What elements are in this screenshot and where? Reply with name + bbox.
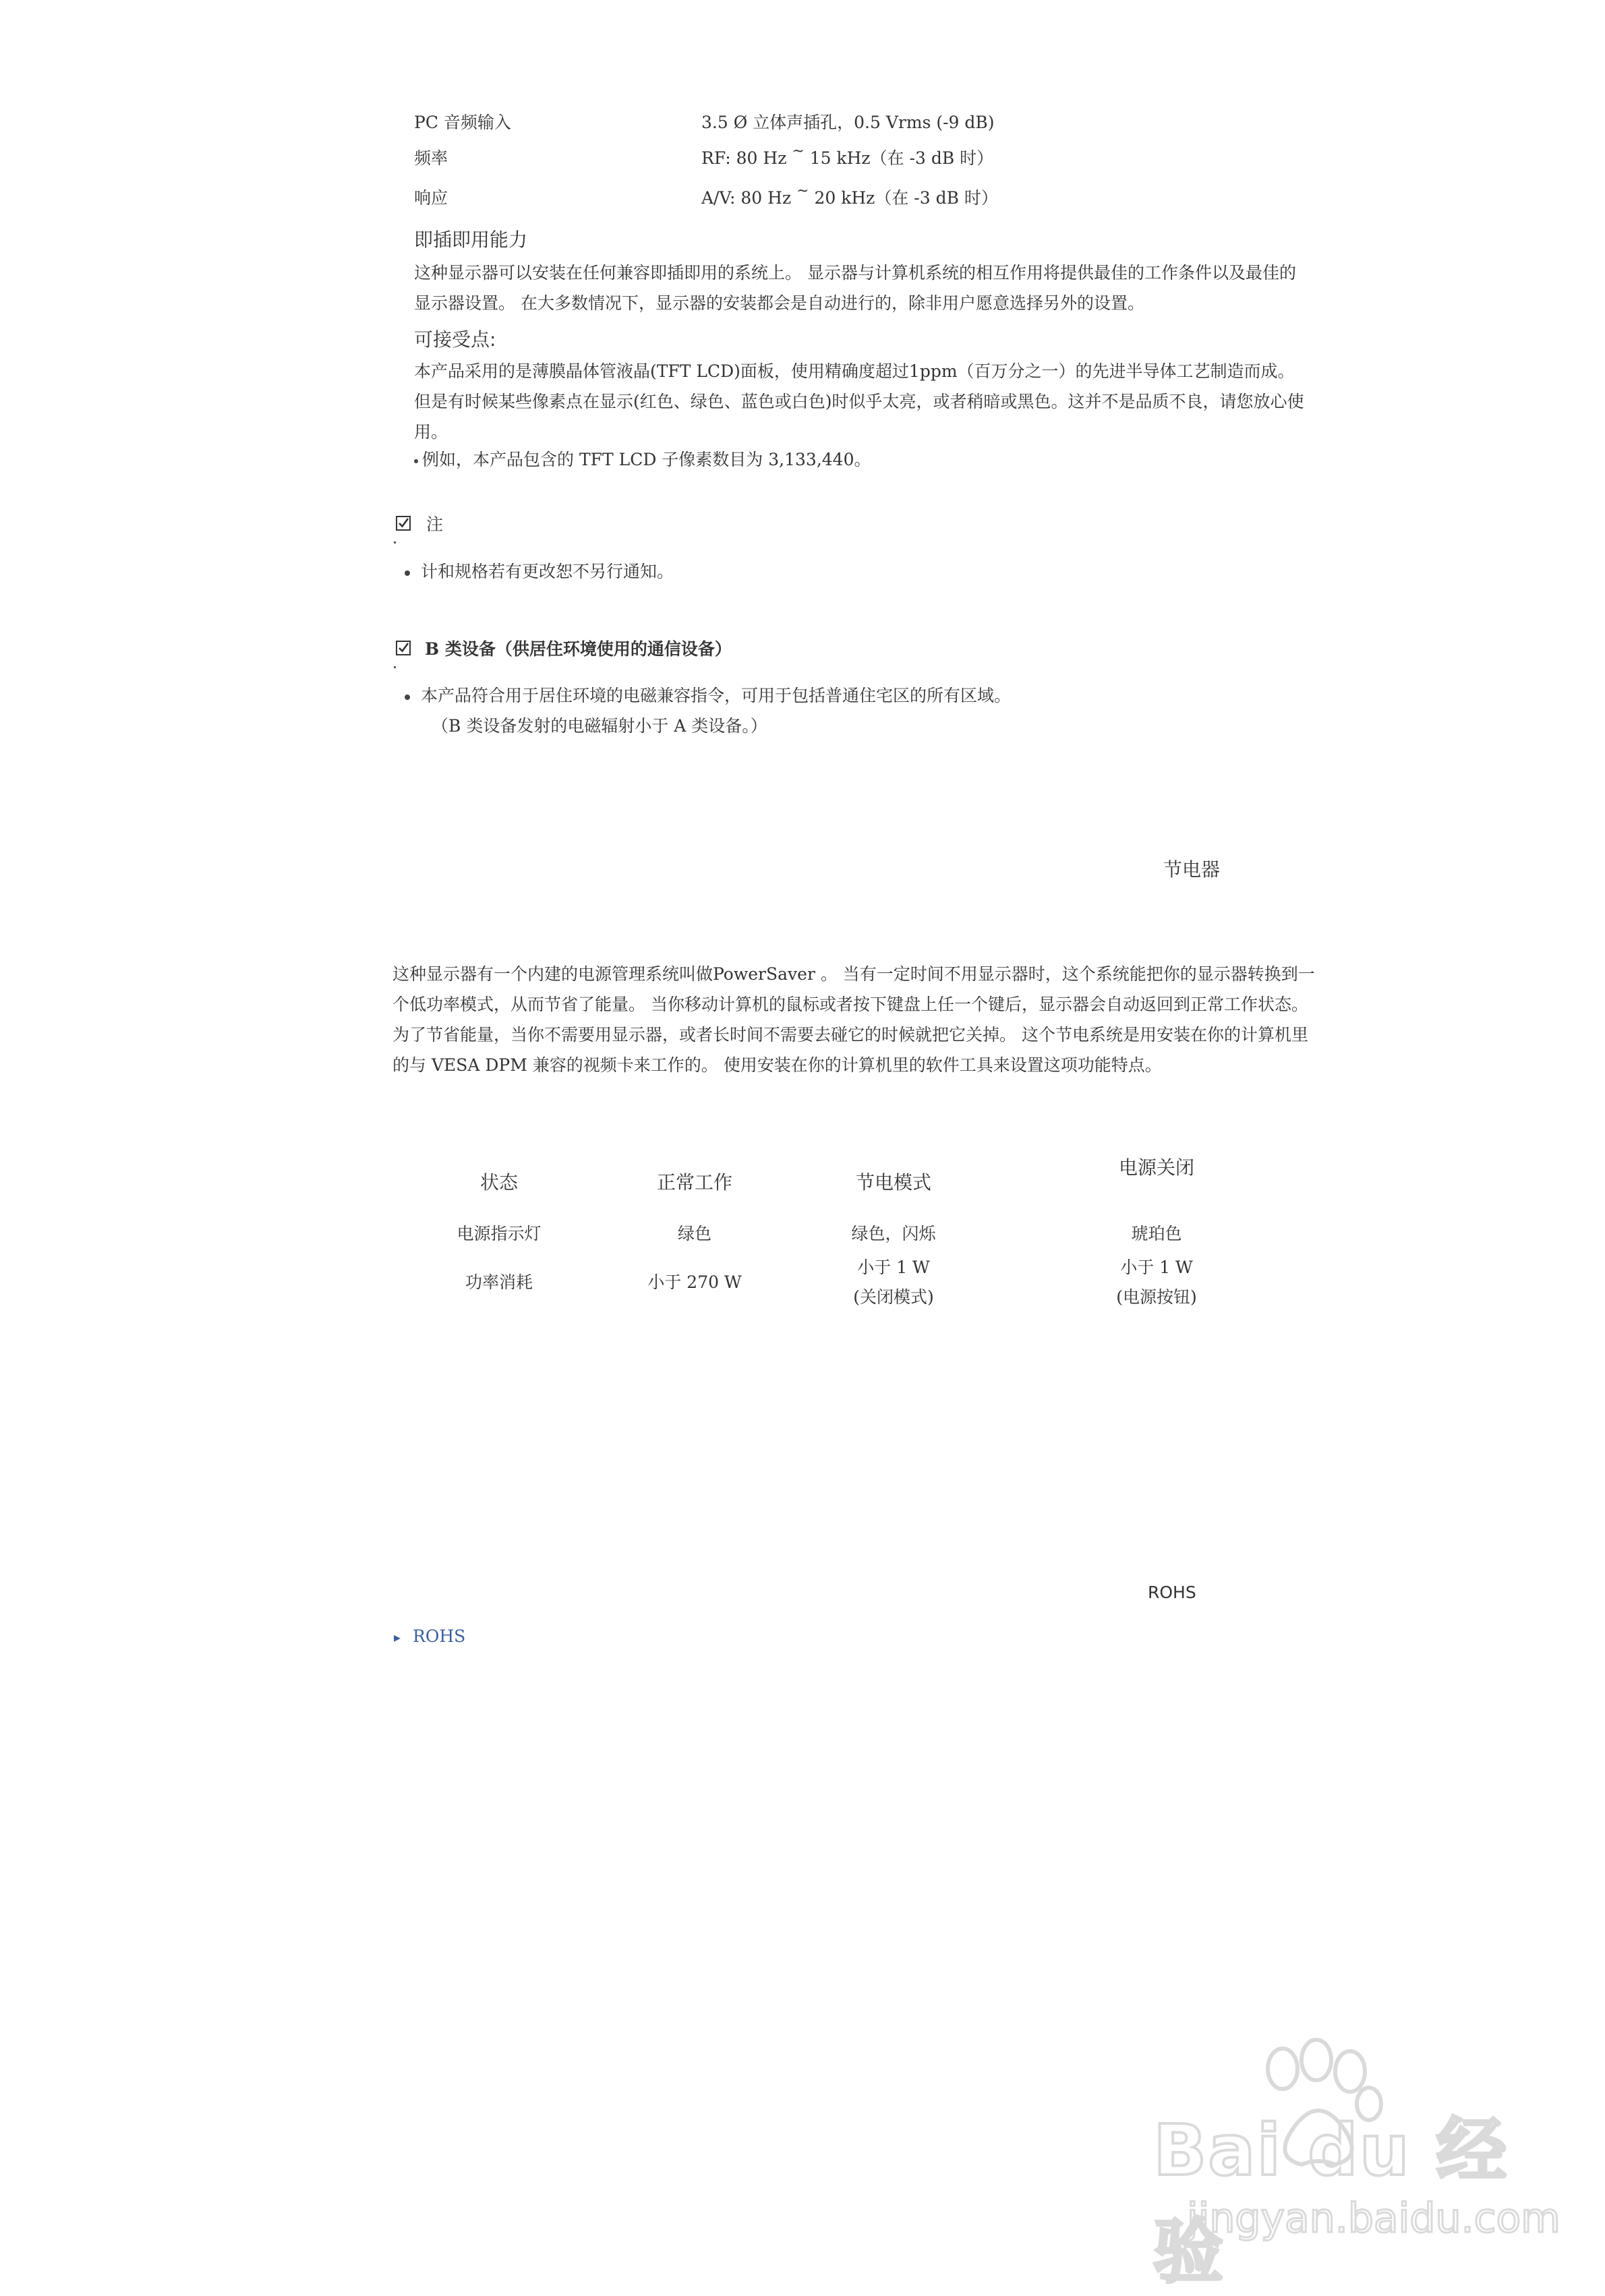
note-item: 计和规格若有更改恕不另行通知。 bbox=[405, 557, 674, 587]
class-b-note: （B 类设备发射的电磁辐射小于 A 类设备。） bbox=[432, 716, 767, 736]
class-b-heading: B 类设备（供居住环境使用的通信设备） bbox=[425, 639, 732, 659]
power-saver-title: 节电器 bbox=[1163, 858, 1221, 881]
plug-play-heading: 即插即用能力 bbox=[414, 229, 528, 251]
dot-icon bbox=[394, 541, 396, 543]
table-header: 状态 bbox=[479, 1171, 518, 1194]
bullet-icon bbox=[405, 695, 410, 700]
class-b-item: 本产品符合用于居住环境的电磁兼容指令，可用于包括普通住宅区的所有区域。 bbox=[405, 681, 1011, 711]
table-cell: 绿色，闪烁 bbox=[851, 1224, 936, 1243]
acceptable-text: 本产品采用的是薄膜晶体管液晶(TFT LCD)面板，使用精确度超过1ppm（百万分之一）的先进半导体工艺制造而成。但是有时候某些像素点在显示(红色、绿色、蓝色或白色)时似乎太亮，或者稍暗或黑色。这并不是品质不良，请您放心使用。 bbox=[414, 361, 1304, 442]
rohs-link[interactable]: ▸ ROHS bbox=[394, 1626, 466, 1646]
watermark-logo: Bai du 经验 bbox=[1153, 2109, 1508, 2293]
rohs-title: ROHS bbox=[1148, 1583, 1196, 1602]
spec-label: 响应 bbox=[414, 188, 448, 208]
table-header: 电源关闭 bbox=[1118, 1156, 1194, 1179]
table-header: 正常工作 bbox=[656, 1171, 732, 1194]
acceptable-example: 例如，本产品包含的 TFT LCD 子像素数目为 3,133,440。 bbox=[414, 445, 871, 475]
table-cell: 小于 1 W (关闭模式) bbox=[853, 1258, 934, 1307]
spec-label: PC 音频输入 bbox=[414, 113, 511, 132]
spec-label: 频率 bbox=[414, 148, 448, 168]
baidu-watermark bbox=[1140, 2030, 1560, 2293]
arrow-right-icon: ▸ bbox=[394, 1629, 401, 1645]
dot-icon bbox=[394, 666, 396, 668]
bullet-icon bbox=[414, 459, 418, 463]
power-saver-text: 这种显示器有一个内建的电源管理系统叫做PowerSaver 。 当有一定时间不用显示器时，这个系统能把你的显示器转换到一个低功率模式，从而节省了能量。 当你移动计算机的鼠标或者按下键盘上任一个键后，显示器会自动返回到正常工作状态。 为了节省能量，当你不需要用显示器，或者长时间不需要去碰它的时候就把它关掉。 这个节电系统是用安装在你的计算机里的与 VESA DPM 兼容的视频卡来工作的。 使用安装在你的计算机里的软件工具来设置这项功能特点。 bbox=[392, 964, 1315, 1075]
checkbox-icon bbox=[396, 516, 411, 531]
acceptable-heading: 可接受点: bbox=[414, 328, 496, 351]
note-heading: 注 bbox=[426, 514, 444, 534]
watermark-url: jingyan.baidu.com bbox=[1187, 2195, 1560, 2242]
bullet-icon bbox=[405, 570, 410, 576]
table-cell: 小于 1 W (电源按钮) bbox=[1116, 1258, 1197, 1307]
table-cell: 琥珀色 bbox=[1131, 1224, 1182, 1243]
plug-play-text: 这种显示器可以安装在任何兼容即插即用的系统上。 显示器与计算机系统的相互作用将提供最佳的工作条件以及最佳的显示器设置。 在大多数情况下，显示器的安装都会是自动进行的，除非用户愿意选择另外的设置。 bbox=[414, 263, 1296, 313]
table-cell: 电源指示灯 bbox=[457, 1224, 542, 1243]
table-cell: 小于 270 W bbox=[647, 1272, 742, 1292]
table-cell: 绿色 bbox=[677, 1224, 711, 1243]
spec-value: RF: 80 Hz ~ 15 kHz（在 -3 dB 时） bbox=[701, 143, 994, 168]
checkbox-icon bbox=[396, 641, 411, 655]
spec-value: A/V: 80 Hz ~ 20 kHz（在 -3 dB 时） bbox=[701, 183, 998, 208]
table-cell: 功率消耗 bbox=[465, 1272, 533, 1292]
table-header: 节电模式 bbox=[855, 1171, 931, 1194]
spec-value: 3.5 Ø 立体声插孔，0.5 Vrms (-9 dB) bbox=[701, 113, 995, 132]
